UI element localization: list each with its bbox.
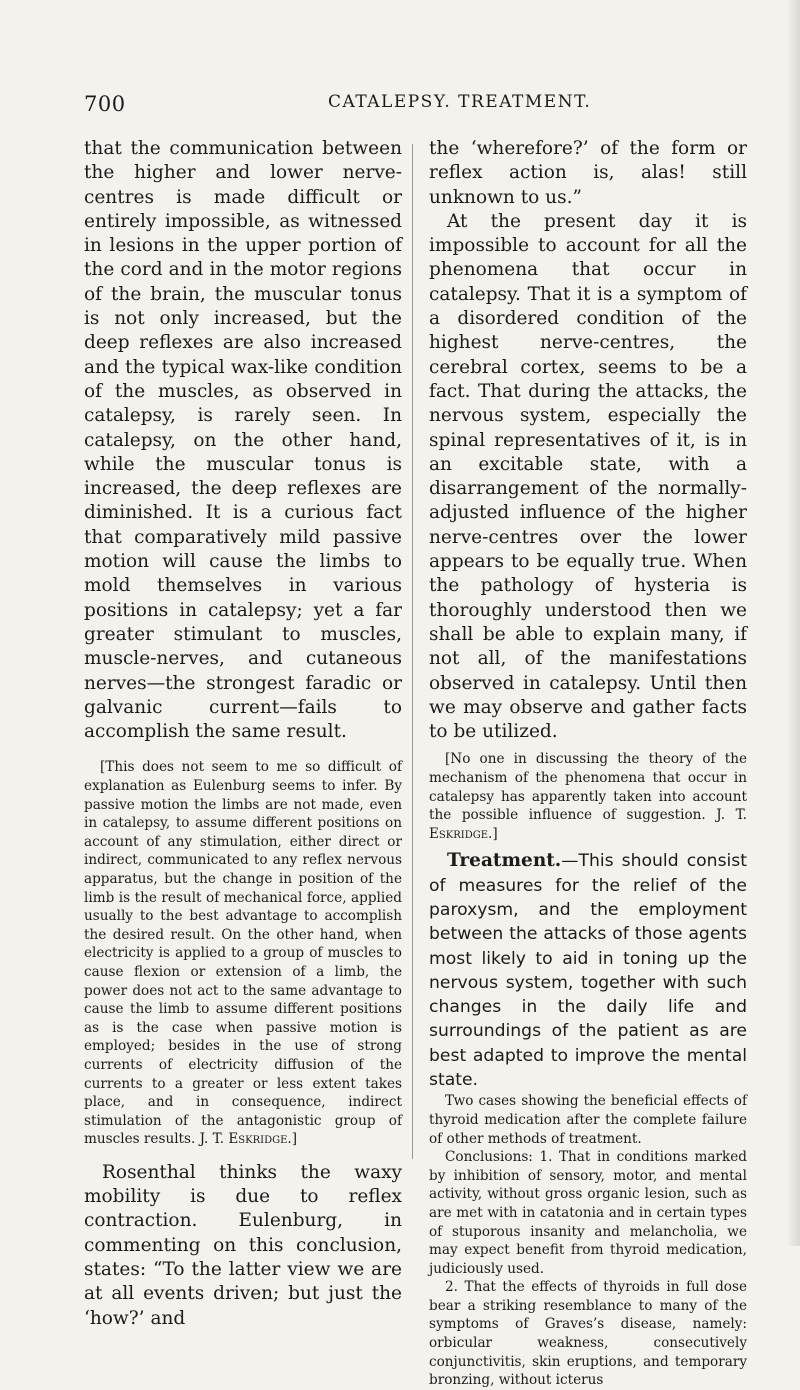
right-paragraph-2: At the present day it is impossible to account for all the phenomena that occur in catalepsy. That it is a symptom of a disordered condition of the highest nerve-centres, the cerebral cortex, seems to be a fact. That during the attacks, the nervous system, especially the spinal representatives of it, is in an excitable state, with a disarrangement of the normally-adjusted influence of the higher nerve-centres over the lower appears to be equally true. When the pathology of hysteria is thoroughly understood then we shall be able to explain many, if not all, of the manifestations observed in catalepsy. Until then we may observe and gather facts to be utilized. xyxy=(429,210,747,743)
page-number: 700 xyxy=(84,92,126,116)
right-editorial-note xyxy=(429,750,747,843)
right-column xyxy=(429,137,747,1390)
running-head: CATALEPSY. TREATMENT. xyxy=(328,92,592,112)
left-editorial-note xyxy=(84,758,402,1148)
left-paragraph-1: that the communication between the higher and lower nerve-centres is made difficult or entirely impossible, as witnessed in lesions in the upper portion of the cord and in the motor regions of the brain, the muscular tonus is not only increased, but the deep reflexes are also increased and the typical wax-like condition of the muscles, as observed in catalepsy, is rarely seen. In catalepsy, on the other hand, while the muscular tonus is increased, the deep reflexes are diminished. It is a curious fact that comparatively mild passive motion will cause the limbs to mold themselves in various positions in catalepsy; yet a far greater stimulant to muscles, muscle-nerves, and cutaneous nerves—the strongest faradic or galvanic current—fails to accomplish the same result. xyxy=(84,138,402,743)
cases-paragraph: Two cases showing the beneficial effects of thyroid medication after the complete failure of other methods of treatment. xyxy=(429,1093,747,1147)
column-divider xyxy=(412,144,413,1159)
left-note-signature: J. T. Eskridge.] xyxy=(199,1131,298,1148)
treatment-paragraph xyxy=(429,849,747,1092)
right-paragraph-1: the ‘wherefore?’ of the form or reflex action is, alas! still unknown to us.” xyxy=(429,138,747,208)
page-header xyxy=(84,92,748,116)
conclusion-1: Conclusions: 1. That in conditions marked by inhibition of sensory, motor, and mental activity, without gross organic lesion, such as are met with in catatonia and in certain types of stuporous insanity and melancholia, we may expect benefit from thyroid medication, judiciously used. xyxy=(429,1149,747,1277)
treatment-text: —This should consist of measures for the relief of the paroxysm, and the employment between the attacks of those agents most likely to aid in toning up the nervous system, together with such changes in the daily life and surroundings of the patient as are best adapted to improve the mental state. xyxy=(429,851,747,1091)
conclusion-2: 2. That the effects of thyroids in full dose bear a striking resemblance to many of the symptoms of Graves’s disease, namely: orbicular weakness, consecutively conjunctivitis, skin eruptions, and temporary bronzing, without icterus xyxy=(429,1279,747,1389)
left-note-body: [This does not seem to me so difficult of explanation as Eulenburg seems to infer. By passive motion the limbs are not made, even in catalepsy, to assume different positions on account of any stimulation, either direct or indirect, communicated to any reflex nervous apparatus, but the change in position of the limb is the result of mechanical force, applied usually to the best advantage to accomplish the desired result. On the other hand, when electricity is applied to a group of muscles to cause flexion or extension of a limb, the power does not act to the same advantage to cause the limb to assume different positions as is the case when passive motion is employed; besides in the use of strong currents of electricity diffusion of the currents to a greater or less extent takes place, and in consequence, indirect stimulation of the antagonistic group of muscles results. xyxy=(84,759,402,1148)
left-column xyxy=(84,137,402,1331)
left-paragraph-2: Rosenthal thinks the waxy mobility is due to reflex contraction. Eulenburg, in commenting on this conclusion, states: “To the latter view we are at all events driven; but just the ‘how?’ and xyxy=(84,1161,402,1329)
right-note-signature: J. T. Eskridge.] xyxy=(429,807,747,842)
right-note-body: [No one in discussing the theory of the mechanism of the phenomena that occur in catalepsy has apparently taken into account the possible influence of suggestion. xyxy=(429,751,747,824)
treatment-heading: Treatment. xyxy=(447,850,562,872)
page-edge-shadow xyxy=(786,0,800,1246)
